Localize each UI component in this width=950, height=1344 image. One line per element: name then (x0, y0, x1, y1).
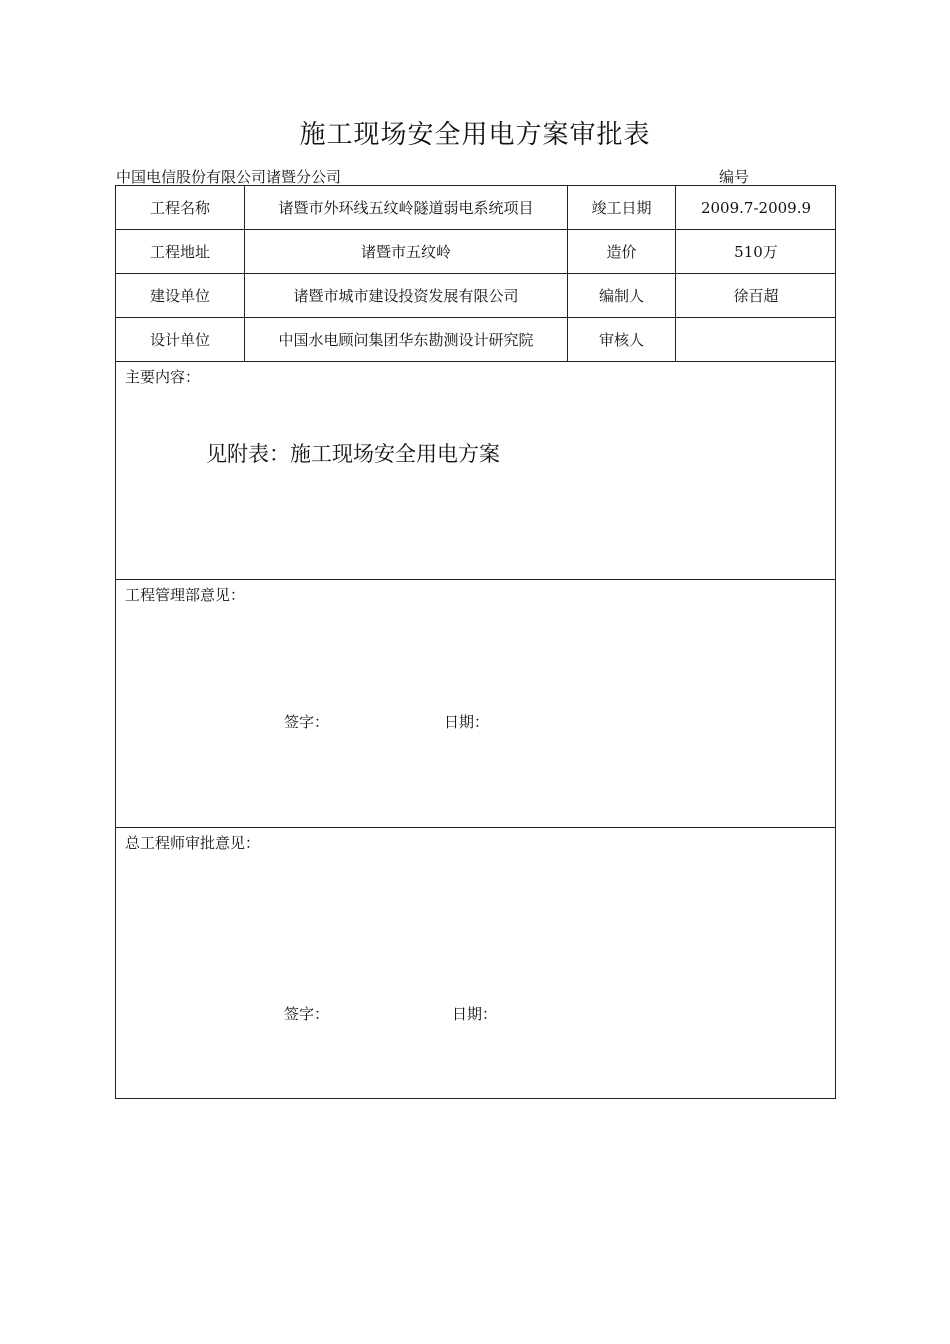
dept-date-label: 日期： (444, 713, 490, 731)
compiler-value: 徐百超 (733, 287, 779, 305)
table-row (116, 230, 835, 274)
number-label: 编号 (719, 168, 750, 186)
cost-label: 造价 (568, 230, 676, 273)
reviewer-label: 审核人 (568, 318, 676, 361)
project-address-label: 工程地址 (116, 230, 245, 273)
table-row (116, 274, 835, 318)
chief-opinion-section (116, 828, 835, 1098)
project-address-value: 诸暨市五纹岭 (245, 230, 568, 273)
dept-sign-label: 签字： (284, 713, 330, 731)
page-title: 施工现场安全用电方案审批表 (299, 120, 651, 150)
main-content-label: 主要内容： (125, 368, 201, 386)
chief-opinion-label: 总工程师审批意见： (125, 834, 261, 852)
company-name: 中国电信股份有限公司诸暨分公司 (116, 168, 342, 186)
completion-date-value: 2009.7-2009.9 (700, 198, 812, 217)
chief-date-label: 日期： (452, 1005, 498, 1023)
designer-value: 中国水电顾问集团华东勘测设计研究院 (245, 318, 568, 361)
approval-form (115, 185, 836, 1099)
reviewer-value (676, 318, 836, 361)
completion-date-label: 竣工日期 (568, 186, 676, 229)
main-content-text: 见附表：施工现场安全用电方案 (206, 442, 500, 466)
compiler-label: 编制人 (568, 274, 676, 317)
builder-value: 诸暨市城市建设投资发展有限公司 (245, 274, 568, 317)
builder-label: 建设单位 (116, 274, 245, 317)
cost-value: 510万 (734, 243, 778, 261)
table-row (116, 318, 835, 362)
designer-label: 设计单位 (116, 318, 245, 361)
main-content-section (116, 362, 835, 580)
dept-opinion-label: 工程管理部意见： (125, 586, 246, 604)
table-row (116, 186, 835, 230)
chief-sign-label: 签字： (284, 1005, 330, 1023)
dept-opinion-section (116, 580, 835, 828)
project-name-label: 工程名称 (116, 186, 245, 229)
project-name-value: 诸暨市外环线五纹岭隧道弱电系统项目 (245, 186, 568, 229)
